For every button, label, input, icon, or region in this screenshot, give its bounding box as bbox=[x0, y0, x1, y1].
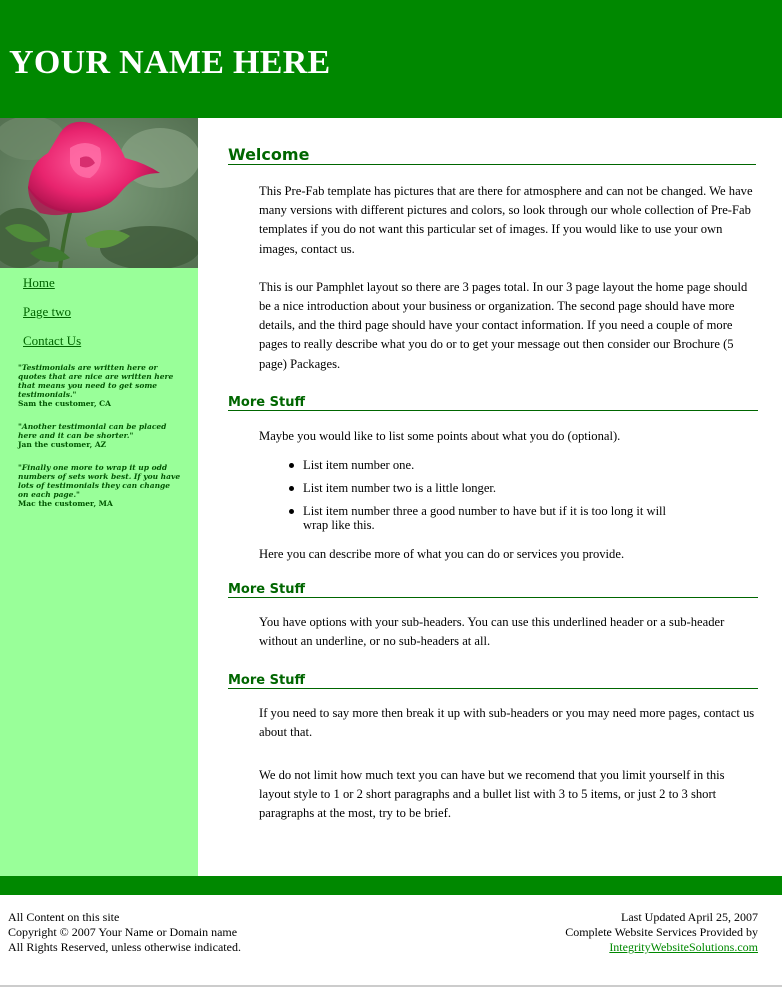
section-paragraph: If you need to say more then break it up with sub-headers or you may need more pages, contact us about that. bbox=[259, 705, 755, 739]
nav-home-link[interactable]: Home bbox=[23, 275, 55, 290]
footer-text: All Content on this site bbox=[8, 910, 120, 924]
list-item: List item number one. bbox=[289, 458, 689, 472]
testimonial-quote: "Finally one more to wrap it up odd numbers of sets work best. If you have lots of testimonials they can change on each page." bbox=[18, 463, 181, 499]
footer-provider-link[interactable]: IntegrityWebsiteSolutions.com bbox=[609, 940, 758, 954]
welcome-heading: Welcome bbox=[228, 145, 756, 165]
section-heading: More Stuff bbox=[228, 582, 758, 598]
site-header bbox=[0, 0, 782, 118]
testimonial bbox=[18, 463, 183, 508]
testimonial bbox=[18, 422, 183, 449]
footer-bar bbox=[0, 876, 782, 895]
site-title: YOUR NAME HERE bbox=[9, 44, 331, 81]
testimonial-author: Jan the customer, AZ bbox=[18, 440, 107, 449]
section-paragraph: You have options with your sub-headers. You can use this underlined header or a sub-header without an underline, or no sub-headers at all. bbox=[259, 615, 725, 649]
section-paragraph: We do not limit how much text you can have but we recomend that you limit yourself in this layout style to 1 or 2 short paragraphs and a bullet list with 3 to 5 items, or just 2 to 3 short paragraphs at the most, try to be brief. bbox=[259, 768, 725, 821]
section-paragraph: Maybe you would like to list some points about what you do (optional). bbox=[259, 428, 621, 443]
footer-text: Copyright © 2007 Your Name or Domain name bbox=[8, 925, 238, 939]
footer-text: Complete Website Services Provided by bbox=[565, 925, 758, 939]
main-content bbox=[228, 118, 758, 824]
footer-left bbox=[8, 910, 241, 955]
testimonial bbox=[18, 363, 183, 408]
sidebar bbox=[0, 118, 198, 876]
footer-text: Last Updated April 25, 2007 bbox=[621, 910, 758, 924]
testimonials bbox=[18, 363, 183, 522]
footer-text: All Rights Reserved, unless otherwise indicated. bbox=[8, 940, 241, 954]
section-heading: More Stuff bbox=[228, 395, 758, 411]
testimonial-author: Mac the customer, MA bbox=[18, 499, 113, 508]
bullet-list bbox=[228, 458, 758, 532]
rose-photo bbox=[0, 118, 198, 268]
nav-page-two-link[interactable]: Page two bbox=[23, 304, 72, 319]
section-paragraph: Here you can describe more of what you can do or services you provide. bbox=[259, 547, 625, 562]
section-heading: More Stuff bbox=[228, 673, 758, 689]
nav-contact-us-link[interactable]: Contact Us bbox=[23, 333, 82, 348]
testimonial-quote: "Testimonials are written here or quotes that are nice are written here that means you need to get some testimonials." bbox=[18, 363, 174, 399]
welcome-paragraph: This Pre-Fab template has pictures that are there for atmosphere and can not be changed. We have many versions with different pictures and colors, so look through our whole collection of Pre-Fab templates if you do not want this particular set of images. If you would like to use your own images, contact us. bbox=[259, 184, 753, 256]
testimonial-quote: "Another testimonial can be placed here and it can be shorter." bbox=[18, 422, 167, 440]
list-item: List item number three a good number to have but if it is too long it will wrap like this. bbox=[289, 504, 689, 532]
sidebar-nav bbox=[23, 275, 81, 362]
list-item: List item number two is a little longer. bbox=[289, 481, 689, 495]
footer-right bbox=[565, 910, 758, 955]
welcome-paragraph: This is our Pamphlet layout so there are 3 pages total. In our 3 page layout the home page should be a nice introduction about your business or organization. The second page should have more details, and the third page should have your contact information. If you need a couple of more pages to really describe what you do or to get your message out then consider our Brochure (5 page) Packages. bbox=[259, 279, 748, 371]
testimonial-author: Sam the customer, CA bbox=[18, 399, 111, 408]
